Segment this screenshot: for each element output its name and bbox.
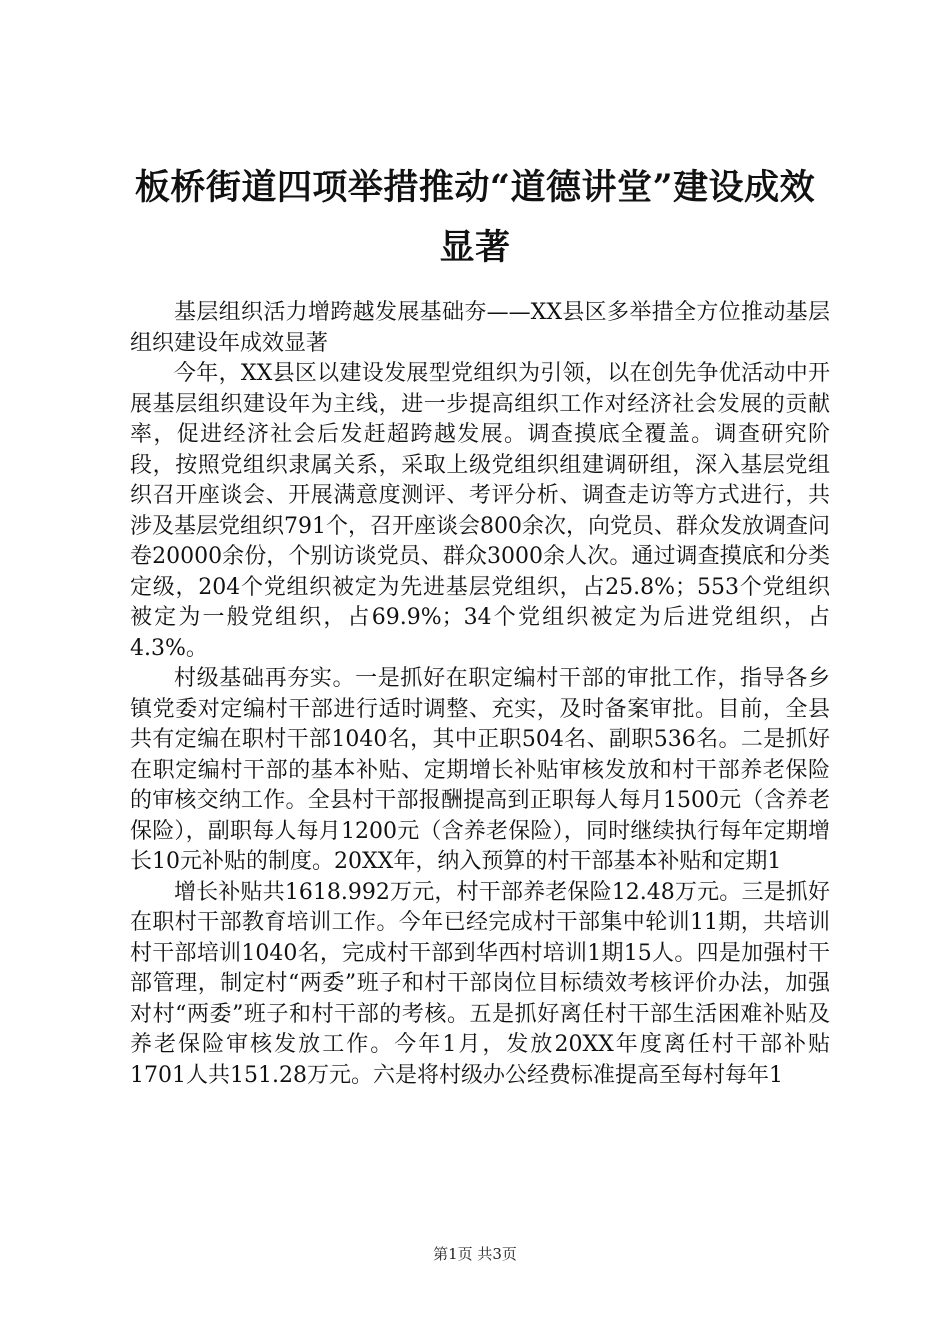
page-footer: 第1页 共3页 xyxy=(433,1245,517,1263)
document-body xyxy=(130,298,830,1091)
paragraph-subsidy-training: 增长补贴共1618.992万元，村干部养老保险12.48万元。三是抓好在职村干部教育培训工作。今年已经完成村干部集中轮训11期，共培训村干部培训1040名，完成村干部到华西村培训1期15人。四是加强村干部管理，制定村“两委”班子和村干部岗位目标绩效考核评价办法，加强对村“两委”班子和村干部的考核。五是抓好离任村干部生活困难补贴及养老保险审核发放工作。今年1月，发放20XX年度离任村干部补贴1701人共151.28万元。六是将村级办公经费标准提高至每村每年1 xyxy=(130,879,830,1088)
paragraph-village-foundation: 村级基础再夯实。一是抓好在职定编村干部的审批工作，指导各乡镇党委对定编村干部进行适时调整、充实，及时备案审批。目前，全县共有定编在职村干部1040名，其中正职504名、副职536名。二是抓好在职定编村干部的基本补贴、定期增长补贴审核发放和村干部养老保险的审核交纳工作。全县村干部报酬提高到正职每人每月1500元（含养老保险），副职每人每月1200元（含养老保险），同时继续执行每年定期增长10元补贴的制度。20XX年，纳入预算的村干部基本补贴和定期1 xyxy=(130,666,830,874)
document-title: 板桥街道四项举措推动“道德讲堂”建设成效显著 xyxy=(134,167,816,268)
paragraph-subtitle: 基层组织活力增跨越发展基础夯——XX县区多举措全方位推动基层组织建设年成效显著 xyxy=(130,300,830,356)
paragraph-survey: 今年，XX县区以建设发展型党组织为引领，以在创先争优活动中开展基层组织建设年为主线，进一步提高组织工作对经济社会发展的贡献率，促进经济社会后发赶超跨越发展。调查摸底全覆盖。调查研究阶段，按照党组织隶属关系，采取上级党组织组建调研组，深入基层党组织召开座谈会、开展满意度测评、考评分析、调查走访等方式进行，共涉及基层党组织791个，召开座谈会800余次，向党员、群众发放调查问卷20000余份，个别访谈党员、群众3000余人次。通过调查摸底和分类定级，204个党组织被定为先进基层党组织，占25.8%；553个党组织被定为一般党组织，占69.9%；34个党组织被定为后进党组织，占4.3%。 xyxy=(130,361,830,661)
